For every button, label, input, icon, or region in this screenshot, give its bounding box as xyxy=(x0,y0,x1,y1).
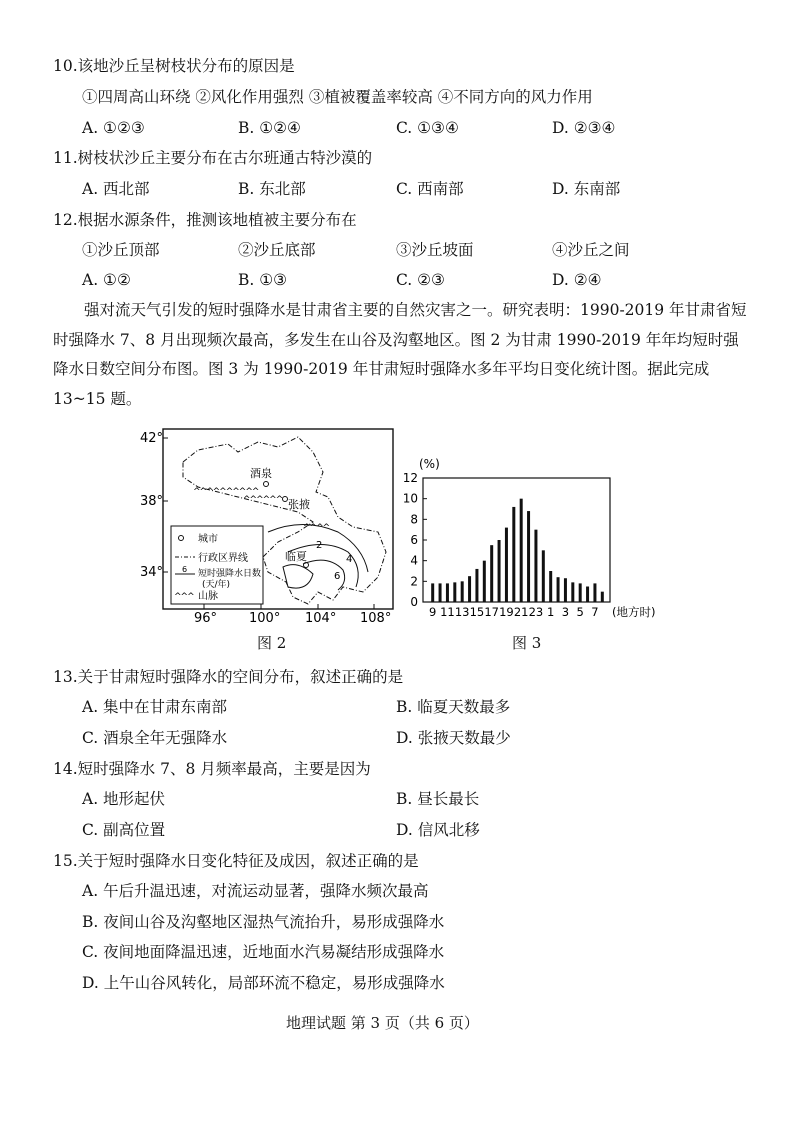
x-tick-label: 9 xyxy=(429,605,437,619)
lat-label-34: 34° xyxy=(140,565,164,580)
x-tick-label: 21 xyxy=(513,605,529,619)
city-jiuquan-icon xyxy=(264,482,269,487)
figure-3-caption: 图 3 xyxy=(512,634,542,652)
bar-21 xyxy=(520,499,523,602)
question-14-stem: 14.短时强降水 7、8 月频率最高，主要是因为 xyxy=(53,760,371,778)
question-10-statements: ①四周高山环绕 ②风化作用强烈 ③植被覆盖率较高 ④不同方向的风力作用 xyxy=(82,88,593,106)
bar-18 xyxy=(498,540,501,602)
bar-5 xyxy=(579,583,582,602)
legend-isoline-unit: (天/年) xyxy=(202,580,231,590)
lon-label-104: 104° xyxy=(305,611,337,622)
bar-11 xyxy=(446,583,449,602)
bar-16 xyxy=(483,561,486,602)
question-15-option-d[interactable]: D. 上午山谷风转化，局部环流不稳定，易形成强降水 xyxy=(82,974,445,992)
plot-frame xyxy=(423,478,610,602)
question-15-option-c[interactable]: C. 夜间地面降温迅速，近地面水汽易凝结形成强降水 xyxy=(82,943,445,961)
question-12-option-d[interactable]: D. ②④ xyxy=(552,271,602,289)
question-11-option-b[interactable]: B. 东北部 xyxy=(238,180,306,198)
y-tick-label: 8 xyxy=(410,512,418,527)
question-11-stem: 11.树枝状沙丘主要分布在古尔班通古特沙漠的 xyxy=(53,149,373,167)
legend-city-label: 城市 xyxy=(198,534,218,545)
x-tick-label: 5 xyxy=(576,605,584,619)
bar-6 xyxy=(586,587,589,603)
y-tick-label: 2 xyxy=(410,574,418,589)
question-13-option-a[interactable]: A. 集中在甘肃东南部 xyxy=(82,698,228,716)
bar-9 xyxy=(431,583,434,602)
contour-label-2: 2 xyxy=(316,540,323,551)
bar-10 xyxy=(439,583,442,602)
question-13-option-b[interactable]: B. 临夏天数最多 xyxy=(396,698,511,716)
lon-label-100: 100° xyxy=(249,611,281,622)
legend-mountain-label: 山脉 xyxy=(198,591,218,602)
y-tick-label: 0 xyxy=(410,595,418,609)
mountain-range-icon: ^^^^^^ xyxy=(243,495,283,505)
y-tick-label: 6 xyxy=(410,533,418,547)
x-tick-label: 23 xyxy=(528,605,544,619)
city-zhangye-label: 张掖 xyxy=(288,498,310,511)
bar-12 xyxy=(453,582,456,602)
bar-0 xyxy=(542,550,545,602)
contour-label-6: 6 xyxy=(334,571,341,582)
city-linxia-label: 临夏 xyxy=(285,550,307,563)
question-10-option-d[interactable]: D. ②③④ xyxy=(552,119,616,137)
y-tick-label: 12 xyxy=(402,471,418,485)
bar-14 xyxy=(468,576,471,602)
bar-19 xyxy=(505,528,508,602)
question-10-option-b[interactable]: B. ①②④ xyxy=(238,119,301,137)
question-15-option-a[interactable]: A. 午后升温迅速，对流运动显著，强降水频次最高 xyxy=(82,882,429,900)
lon-label-108: 108° xyxy=(360,611,392,622)
question-12-statement-3: ③沙丘坡面 xyxy=(396,241,474,259)
lon-label-96: 96° xyxy=(194,611,218,622)
bar-8 xyxy=(601,592,604,602)
city-zhangye-icon xyxy=(283,497,288,502)
question-14-option-c[interactable]: C. 副高位置 xyxy=(82,821,166,839)
isoline-linxia xyxy=(283,565,313,588)
question-12-option-c[interactable]: C. ②③ xyxy=(396,271,445,289)
bar-15 xyxy=(475,569,478,602)
x-axis-label: (地方时) xyxy=(612,605,656,619)
bar-7 xyxy=(593,583,596,602)
question-13-option-c[interactable]: C. 酒泉全年无强降水 xyxy=(82,729,228,747)
x-tick-label: 19 xyxy=(499,605,514,619)
question-11-option-d[interactable]: D. 东南部 xyxy=(552,180,621,198)
x-tick-label: 1 xyxy=(547,605,555,619)
question-14-option-a[interactable]: A. 地形起伏 xyxy=(82,790,166,808)
question-14-option-d[interactable]: D. 信风北移 xyxy=(396,821,480,839)
question-13-option-d[interactable]: D. 张掖天数最少 xyxy=(396,729,511,747)
lat-label-42: 42° xyxy=(140,431,164,446)
bar-4 xyxy=(571,582,574,602)
question-11-option-a[interactable]: A. 西北部 xyxy=(82,180,150,198)
x-tick-label: 7 xyxy=(591,605,599,619)
question-12-option-a[interactable]: A. ①② xyxy=(82,271,131,289)
bar-2 xyxy=(557,577,560,602)
lat-label-38: 38° xyxy=(140,494,164,509)
x-tick-label: 13 xyxy=(454,605,470,619)
bar-13 xyxy=(461,581,464,602)
y-tick-label: 4 xyxy=(410,553,418,568)
question-10-stem: 10.该地沙丘呈树枝状分布的原因是 xyxy=(53,57,295,75)
bar-17 xyxy=(490,545,493,602)
x-tick-label: 11 xyxy=(440,605,455,619)
x-tick-label: 17 xyxy=(484,605,500,619)
question-15-option-b[interactable]: B. 夜间山谷及沟壑地区湿热气流抬升，易形成强降水 xyxy=(82,913,445,931)
question-10-option-c[interactable]: C. ①③④ xyxy=(396,119,459,137)
contour-label-4: 4 xyxy=(346,554,353,565)
figure-2-caption: 图 2 xyxy=(257,634,287,652)
legend-mountain-icon: ^^^ xyxy=(174,592,194,602)
question-12-stem: 12.根据水源条件，推测该地植被主要分布在 xyxy=(53,211,357,229)
bar-1 xyxy=(549,571,552,602)
mountain-liupan-icon: ^^^^ xyxy=(303,523,330,533)
legend-boundary-label: 行政区界线 xyxy=(198,553,248,564)
page-footer: 地理试题 第 3 页（共 6 页） xyxy=(286,1014,479,1032)
question-15-stem: 15.关于短时强降水日变化特征及成因，叙述正确的是 xyxy=(53,852,419,870)
bar-3 xyxy=(564,578,567,602)
question-12-statement-2: ②沙丘底部 xyxy=(238,241,316,259)
legend-isoline-value: 6 xyxy=(182,565,188,574)
mountain-qilian-icon: ^^^^^^^^^^ xyxy=(193,487,259,497)
gansu-precipitation-map xyxy=(138,422,400,622)
question-12-statement-1: ①沙丘顶部 xyxy=(82,241,160,259)
question-14-option-b[interactable]: B. 昼长最长 xyxy=(396,790,480,808)
bar-22 xyxy=(527,511,530,602)
x-tick-label: 3 xyxy=(561,605,570,619)
city-jiuquan-label: 酒泉 xyxy=(250,467,272,480)
y-axis-label: (%) xyxy=(419,457,440,471)
question-10-option-a[interactable]: A. ①②③ xyxy=(82,119,145,137)
bar-23 xyxy=(534,530,537,602)
bar-20 xyxy=(512,507,515,602)
question-13-stem: 13.关于甘肃短时强降水的空间分布，叙述正确的是 xyxy=(53,668,404,686)
question-11-option-c[interactable]: C. 西南部 xyxy=(396,180,464,198)
y-tick-label: 10 xyxy=(402,491,418,506)
reading-passage: 强对流天气引发的短时强降水是甘肃省主要的自然灾害之一。研究表明：1990-2019 年甘肃省短时强降水 7、8 月出现频次最高，多发生在山谷及沟壑地区。图 2 为甘肃 1990-2019 年年均短时强降水日数空间分布图。图 3 为 1990-2019 年甘肃短时强降水多年平均日变化统计图。据此完成 13~15 题。 xyxy=(53,301,747,408)
legend-isoline-label: 短时强降水日数 xyxy=(198,569,262,579)
question-12-option-b[interactable]: B. ①③ xyxy=(238,271,288,289)
question-12-statement-4: ④沙丘之间 xyxy=(552,241,630,259)
x-tick-label: 15 xyxy=(469,605,485,619)
diurnal-precipitation-chart xyxy=(400,452,740,622)
